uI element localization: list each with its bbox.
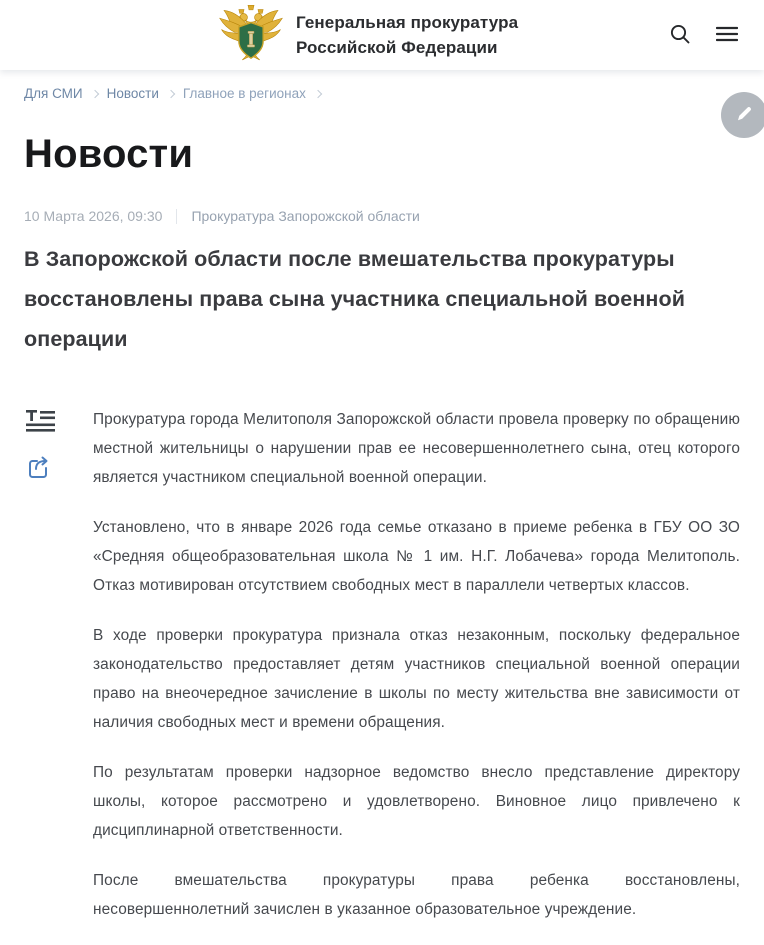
menu-button[interactable] <box>714 23 740 48</box>
article-paragraph: После вмешательства прокуратуры права ребенка восстановлены, несовершеннолетний зачислен в указанное образовательное учреждение. <box>93 872 740 918</box>
article-paragraph: В ходе проверки прокуратура признала отказ незаконным, поскольку федеральное законодательство предоставляет детям участников специальной военной операции право на внеочередное зачисление в школы по месту жительства вне зависимости от наличия свободных мест и времени обращения. <box>93 627 740 731</box>
chevron-right-icon <box>167 90 175 98</box>
main-content <box>0 132 764 945</box>
article-paragraph: По результатам проверки надзорное ведомство внесло представление директору школы, которое рассмотрено и удовлетворено. Виновное лицо привлечено к дисциплинарной ответственности. <box>93 764 740 839</box>
meta-divider <box>176 209 177 224</box>
article-source-link[interactable]: Прокуратура Запорожской области <box>191 208 420 224</box>
article-date: 10 Марта 2026, 09:30 <box>24 208 163 224</box>
pencil-icon <box>734 103 755 127</box>
page-title: Новости <box>24 132 194 176</box>
breadcrumb <box>0 70 764 101</box>
share-button[interactable] <box>24 452 93 486</box>
site-logo[interactable] <box>218 2 518 69</box>
search-icon <box>668 22 692 49</box>
article-title: В Запорожской области после вмешательства прокуратуры восстановлены права сына участника специальной военной операции <box>24 247 686 351</box>
article-tools <box>24 405 93 945</box>
article-paragraph: Установлено, что в январе 2026 года семье отказано в приеме ребенка в ГБУ ОО ЗО «Средняя общеобразовательная школа № 1 им. Н.Г. Лобачева» города Мелитополь. Отказ мотивирован отсутствием свободных мест в параллели четвертых классов. <box>93 519 740 594</box>
article-meta <box>24 208 740 224</box>
text-size-button[interactable] <box>24 408 93 440</box>
share-icon <box>26 454 53 484</box>
edit-button[interactable] <box>721 92 764 138</box>
breadcrumb-item-novosti[interactable]: Новости <box>106 86 159 101</box>
text-size-icon <box>26 410 55 438</box>
article-paragraph: Прокуратура города Мелитополя Запорожской области провела проверку по обращению местной жительницы о нарушении прав ее несовершеннолетнего сына, отец которого является участником специальной военной операции. <box>93 411 740 486</box>
breadcrumb-item-dlya-smi[interactable]: Для СМИ <box>24 86 83 101</box>
prosecutor-general-emblem-icon <box>218 2 284 69</box>
hamburger-menu-icon <box>716 25 738 46</box>
breadcrumb-item-glavnoe-v-regionah[interactable]: Главное в регионах <box>182 86 306 101</box>
site-header <box>0 0 764 70</box>
search-button[interactable] <box>666 20 694 51</box>
chevron-right-icon <box>314 90 322 98</box>
article-body <box>24 405 740 945</box>
chevron-right-icon <box>90 90 98 98</box>
article-text <box>93 405 740 945</box>
site-title: Генеральная прокуратура Российской Федерации <box>296 13 519 57</box>
